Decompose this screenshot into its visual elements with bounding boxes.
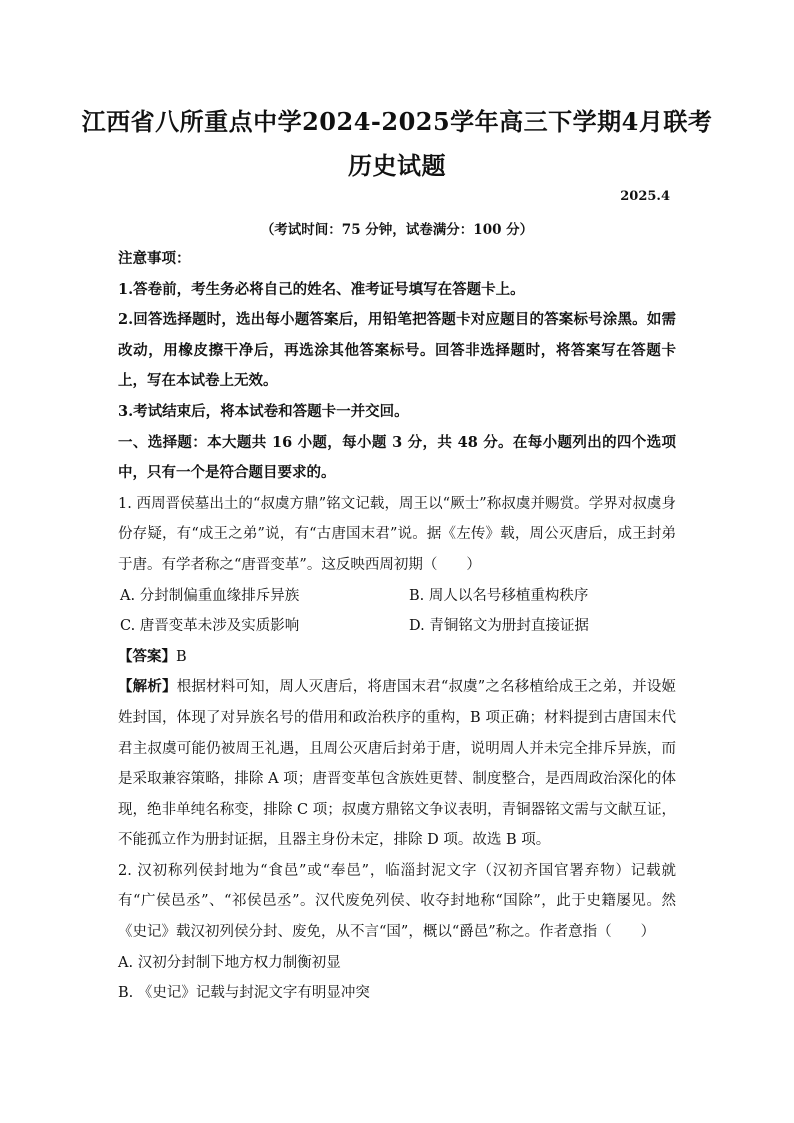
question-2-stem: 2. 汉初称列侯封地为“食邑”或“奉邑”，临淄封泥文字（汉初齐国官署弃物）记载就有“广侯邑丞”、“祁侯邑丞”。汉代废免列侯、收夺封地称“国除”，此于史籍屡见。然《史记》载汉初列侯分封、废免，从不言“国”，概以“爵邑”称之。作者意指（ ） xyxy=(118,862,676,941)
question-1-option-b: B. 周人以名号移植重构秩序 xyxy=(409,587,589,604)
question-1-options xyxy=(118,581,676,642)
question-1-answer xyxy=(118,642,676,673)
exam-title: 江西省八所重点中学2024-2025学年高三下学期4月联考 xyxy=(81,107,713,136)
exam-date: 2025.4 xyxy=(620,189,670,204)
question-2-option-b: B. 《史记》记载与封泥文字有明显冲突 xyxy=(118,985,370,1002)
notice-item-3: 3.考试结束后，将本试卷和答题卡一并交回。 xyxy=(118,402,409,420)
question-1-option-a: A. 分封制偏重血缘排斥异族 xyxy=(120,587,300,604)
question-1-analysis xyxy=(118,672,676,856)
notice-item-2: 2.回答选择题时，选出每小题答案后，用铅笔把答题卡对应题目的答案标号涂黑。如需改动，用橡皮擦干净后，再选涂其他答案标号。回答非选择题时，将答案写在答题卡上，写在本试卷上无效。 xyxy=(118,311,676,390)
analysis-text: 根据材料可知，周人灭唐后，将唐国末君“叔虞”之名移植给成王之弟，并设姬姓封国，体现了对异族名号的借用和政治秩序的重构，B 项正确；材料提到古唐国末代君主叔虞可能仍被周王礼遇，且周公灭唐后封弟于唐，说明周人并未完全排斥异族，而是采取兼容策略，排除 A 项；唐晋变革包含族姓更替、制度整合，是西周政治深化的体现，绝非单纯名称变，排除 C 项；叔虞方鼎铭文争议表明，青铜器铭文需与文献互证，不能孤立作为册封证据，且器主身份未定，排除 D 项。故选 B 项。 xyxy=(118,679,676,849)
exam-subject-title: 历史试题 xyxy=(348,151,446,180)
notice-heading: 注意事项： xyxy=(118,250,191,267)
question-1-option-d: D. 青铜铭文为册封直接证据 xyxy=(409,618,589,635)
analysis-label: 【解析】 xyxy=(118,678,177,696)
notice-item-1: 1.答卷前，考生务必将自己的姓名、准考证号填写在答题卡上。 xyxy=(118,280,525,298)
section-heading: 一、选择题：本大题共 16 小题，每小题 3 分，共 48 分。在每小题列出的四个选项中，只有一个是符合题目要求的。 xyxy=(118,433,676,482)
answer-label: 【答案】 xyxy=(118,647,176,665)
exam-content xyxy=(118,244,676,1009)
answer-value: B xyxy=(176,648,187,665)
exam-info: （考试时间：75 分钟，试卷满分：100 分） xyxy=(260,222,534,238)
question-2-option-a: A. 汉初分封制下地方权力制衡初显 xyxy=(118,954,341,971)
question-1-stem: 1. 西周晋侯墓出土的“叔虞方鼎”铭文记载，周王以“厥士”称叔虞并赐赏。学界对叔虞身份存疑，有“成王之弟”说，有“古唐国末君”说。据《左传》载，周公灭唐后，成王封弟于唐。有学者称之“唐晋变革”。这反映西周初期（ ） xyxy=(118,495,676,573)
question-1-option-c: C. 唐晋变革未涉及实质影响 xyxy=(120,618,300,635)
